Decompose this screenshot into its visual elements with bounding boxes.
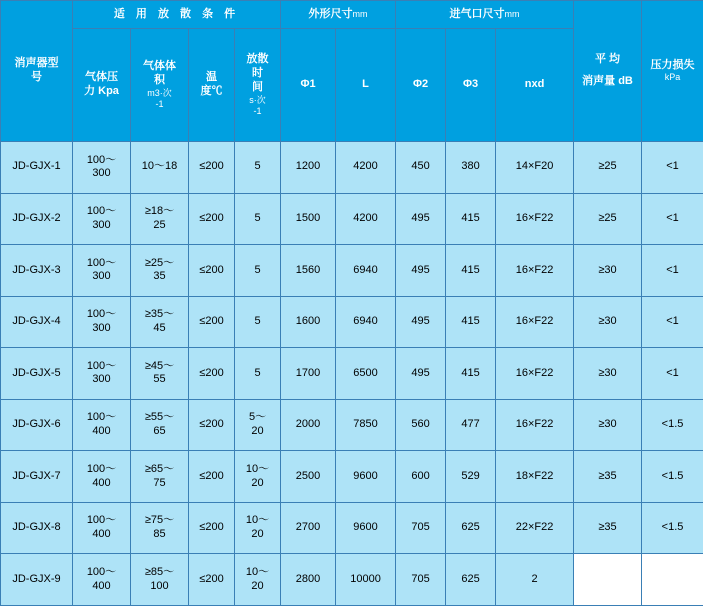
cell-nxd: 16×F22 [496, 296, 574, 348]
cell-length: 6940 [336, 245, 396, 297]
table-row [1, 502, 703, 554]
cell-volume-line2: 65 [153, 425, 166, 438]
cell-phi3: 529 [446, 451, 496, 503]
cell-pressure [73, 502, 131, 554]
cell-pressure-line2: 300 [92, 321, 111, 334]
cell-phi3: 625 [446, 502, 496, 554]
cell-volume-line1: ≥85～ [144, 565, 175, 578]
table-row [1, 142, 703, 194]
header-model-line1: 消声器型 [14, 57, 59, 70]
cell-phi2: 495 [396, 245, 446, 297]
cell-model: JD-GJX-5 [1, 348, 73, 400]
cell-volume-line2: 75 [153, 476, 166, 489]
cell-volume-line2: 85 [153, 528, 166, 541]
cell-loss: <1 [642, 348, 703, 400]
header-group-conditions: 适 用 放 散 条 件 [73, 1, 281, 29]
cell-pressure-line2: 300 [92, 373, 111, 386]
cell-pressure-line1: 100～ [86, 256, 117, 269]
cell-pressure-line1: 100～ [86, 205, 117, 218]
cell-volume-line1: ≥75～ [144, 514, 175, 527]
cell-temp: ≤200 [189, 451, 235, 503]
cell-nxd: 22×F22 [496, 502, 574, 554]
header-noise-line2: 消声量 dB [582, 75, 633, 88]
cell-pressure-line2: 400 [92, 579, 111, 592]
cell-time [235, 296, 281, 348]
cell-loss: <1.5 [642, 502, 703, 554]
table-row [1, 554, 703, 606]
cell-volume [131, 245, 189, 297]
header-temp-line2: 度℃ [200, 85, 223, 98]
cell-phi1: 1560 [281, 245, 336, 297]
cell-phi3: 415 [446, 245, 496, 297]
cell-nxd: 18×F22 [496, 451, 574, 503]
cell-volume-line2: 25 [153, 218, 166, 231]
table-row [1, 245, 703, 297]
cell-pressure [73, 554, 131, 606]
header-model-line2: 号 [31, 71, 42, 84]
cell-pressure-line2: 300 [92, 167, 111, 180]
cell-pressure-line1: 100～ [86, 411, 117, 424]
cell-noise: ≥30 [574, 348, 642, 400]
header-time-line5: -1 [253, 105, 262, 116]
cell-model: JD-GJX-2 [1, 193, 73, 245]
cell-pressure-line1: 100～ [86, 153, 117, 166]
header-pressure-line2: 力 Kpa [84, 85, 119, 98]
header-release-time [235, 29, 281, 142]
cell-temp: ≤200 [189, 193, 235, 245]
cell-time [235, 399, 281, 451]
header-phi3: Φ3 [446, 29, 496, 142]
header-temperature [189, 29, 235, 142]
header-group-inlet-unit: mm [504, 8, 520, 19]
cell-pressure [73, 142, 131, 194]
cell-loss: <1 [642, 245, 703, 297]
cell-length: 7850 [336, 399, 396, 451]
header-group-inlet [396, 1, 574, 29]
cell-time-line1: 5 [254, 160, 261, 173]
cell-volume [131, 554, 189, 606]
cell-temp: ≤200 [189, 348, 235, 400]
header-volume-line3: m3·次 [147, 87, 172, 98]
cell-phi2: 495 [396, 193, 446, 245]
cell-phi1: 1200 [281, 142, 336, 194]
header-gas-pressure [73, 29, 131, 142]
cell-time [235, 245, 281, 297]
cell-pressure-line2: 400 [92, 528, 111, 541]
cell-loss: <1.5 [642, 451, 703, 503]
cell-phi2: 450 [396, 142, 446, 194]
cell-time-line1: 5 [254, 212, 261, 225]
table-row [1, 399, 703, 451]
cell-time [235, 193, 281, 245]
cell-noise: ≥30 [574, 399, 642, 451]
cell-pressure-line2: 300 [92, 218, 111, 231]
cell-volume-line1: ≥35～ [144, 308, 175, 321]
cell-phi3: 380 [446, 142, 496, 194]
cell-pressure [73, 348, 131, 400]
cell-time-line2: 20 [251, 579, 264, 592]
cell-length: 4200 [336, 142, 396, 194]
cell-pressure-line1: 100～ [86, 359, 117, 372]
header-volume-line4: -1 [155, 98, 164, 109]
cell-loss: <1 [642, 296, 703, 348]
cell-phi1: 1600 [281, 296, 336, 348]
cell-time-line2: 20 [251, 528, 264, 541]
cell-time [235, 502, 281, 554]
cell-volume-line1: 10～18 [141, 160, 178, 173]
cell-loss: <1 [642, 193, 703, 245]
cell-time-line2: 20 [251, 476, 264, 489]
table-row [1, 348, 703, 400]
cell-model: JD-GJX-8 [1, 502, 73, 554]
cell-volume-line2: 100 [150, 579, 169, 592]
header-time-line4: s·次 [249, 94, 266, 105]
cell-time-line2: 20 [251, 425, 264, 438]
cell-volume-line2: 55 [153, 373, 166, 386]
header-nxd: nxd [496, 29, 574, 142]
cell-volume-line2: 35 [153, 270, 166, 283]
cell-volume [131, 193, 189, 245]
cell-volume-line2: 45 [153, 321, 166, 334]
cell-time [235, 348, 281, 400]
table-row [1, 451, 703, 503]
cell-phi1: 1700 [281, 348, 336, 400]
cell-noise: ≥25 [574, 142, 642, 194]
header-time-line1: 放散 [246, 53, 269, 66]
cell-model: JD-GJX-1 [1, 142, 73, 194]
cell-length: 10000 [336, 554, 396, 606]
cell-noise: ≥35 [574, 502, 642, 554]
cell-length: 9600 [336, 502, 396, 554]
cell-model: JD-GJX-9 [1, 554, 73, 606]
cell-nxd: 16×F22 [496, 245, 574, 297]
header-pressure-line1: 气体压 [85, 71, 118, 84]
cell-volume-line1: ≥45～ [144, 359, 175, 372]
cell-phi3: 477 [446, 399, 496, 451]
table-row [1, 296, 703, 348]
cell-noise: ≥25 [574, 193, 642, 245]
cell-phi2: 495 [396, 296, 446, 348]
cell-volume-line1: ≥18～ [144, 205, 175, 218]
header-time-line3: 间 [252, 80, 264, 93]
cell-volume [131, 502, 189, 554]
cell-model: JD-GJX-6 [1, 399, 73, 451]
cell-time-line1: 10～ [245, 462, 270, 475]
cell-volume [131, 142, 189, 194]
cell-pressure-line1: 100～ [86, 462, 117, 475]
cell-pressure-line1: 100～ [86, 308, 117, 321]
cell-temp: ≤200 [189, 502, 235, 554]
cell-noise: ≥30 [574, 245, 642, 297]
cell-phi3: 415 [446, 348, 496, 400]
cell-phi3: 625 [446, 554, 496, 606]
cell-phi2: 705 [396, 554, 446, 606]
cell-time-line1: 5 [254, 315, 261, 328]
cell-model: JD-GJX-7 [1, 451, 73, 503]
header-temp-line1: 温 [206, 71, 217, 84]
cell-phi2: 600 [396, 451, 446, 503]
cell-model: JD-GJX-4 [1, 296, 73, 348]
cell-time-line1: 5 [254, 366, 261, 379]
cell-pressure-line2: 300 [92, 270, 111, 283]
cell-temp: ≤200 [189, 296, 235, 348]
header-gas-volume [131, 29, 189, 142]
cell-nxd: 16×F22 [496, 348, 574, 400]
cell-phi1: 2500 [281, 451, 336, 503]
header-time-line2: 时 [252, 67, 264, 80]
cell-length: 4200 [336, 193, 396, 245]
header-loss-line1: 压力损失 [650, 58, 695, 71]
cell-phi2: 560 [396, 399, 446, 451]
cell-volume-line1: ≥25～ [144, 256, 175, 269]
cell-phi3: 415 [446, 193, 496, 245]
header-volume-line1: 气体体 [143, 60, 176, 73]
cell-length: 6500 [336, 348, 396, 400]
cell-volume [131, 296, 189, 348]
cell-time-line1: 5～ [248, 411, 267, 424]
cell-noise: ≥30 [574, 296, 642, 348]
cell-loss [642, 554, 703, 606]
cell-temp: ≤200 [189, 554, 235, 606]
header-phi1: Φ1 [281, 29, 336, 142]
cell-phi3: 415 [446, 296, 496, 348]
cell-temp: ≤200 [189, 142, 235, 194]
header-length: L [336, 29, 396, 142]
header-noise-line1: 平 均 [595, 53, 621, 66]
header-group-dimensions [281, 1, 396, 29]
cell-nxd: 14×F20 [496, 142, 574, 194]
table-header-row-group [1, 1, 703, 29]
cell-nxd: 16×F22 [496, 193, 574, 245]
cell-volume [131, 348, 189, 400]
header-noise-reduction [574, 1, 642, 142]
table-row [1, 193, 703, 245]
cell-time [235, 554, 281, 606]
cell-phi2: 705 [396, 502, 446, 554]
cell-pressure-line1: 100～ [86, 565, 117, 578]
header-group-inlet-label: 进气口尺寸 [449, 7, 505, 20]
cell-length: 6940 [336, 296, 396, 348]
cell-loss: <1.5 [642, 399, 703, 451]
cell-volume-line1: ≥65～ [144, 462, 175, 475]
header-phi2: Φ2 [396, 29, 446, 142]
cell-phi1: 2800 [281, 554, 336, 606]
header-group-dimensions-unit: mm [352, 8, 368, 19]
cell-time-line1: 5 [254, 263, 261, 276]
cell-temp: ≤200 [189, 399, 235, 451]
cell-time [235, 451, 281, 503]
cell-time-line1: 10～ [245, 514, 270, 527]
cell-pressure-line2: 400 [92, 425, 111, 438]
cell-phi2: 495 [396, 348, 446, 400]
cell-phi1: 2000 [281, 399, 336, 451]
header-group-dimensions-label: 外形尺寸 [308, 7, 353, 20]
cell-phi1: 1500 [281, 193, 336, 245]
cell-loss: <1 [642, 142, 703, 194]
cell-pressure-line2: 400 [92, 476, 111, 489]
header-pressure-loss [642, 1, 703, 142]
cell-length: 9600 [336, 451, 396, 503]
header-volume-line2: 积 [154, 73, 165, 86]
cell-nxd: 16×F22 [496, 399, 574, 451]
header-model [1, 1, 73, 142]
cell-pressure [73, 296, 131, 348]
cell-time [235, 142, 281, 194]
cell-model: JD-GJX-3 [1, 245, 73, 297]
cell-pressure [73, 245, 131, 297]
cell-phi1: 2700 [281, 502, 336, 554]
cell-volume [131, 399, 189, 451]
cell-pressure [73, 193, 131, 245]
cell-noise [574, 554, 642, 606]
cell-pressure-line1: 100～ [86, 514, 117, 527]
cell-pressure [73, 451, 131, 503]
cell-time-line1: 10～ [245, 565, 270, 578]
cell-noise: ≥35 [574, 451, 642, 503]
cell-temp: ≤200 [189, 245, 235, 297]
header-loss-line2: kPa [664, 72, 681, 83]
cell-nxd: 2 [496, 554, 574, 606]
cell-pressure [73, 399, 131, 451]
cell-volume [131, 451, 189, 503]
cell-volume-line1: ≥55～ [144, 411, 175, 424]
